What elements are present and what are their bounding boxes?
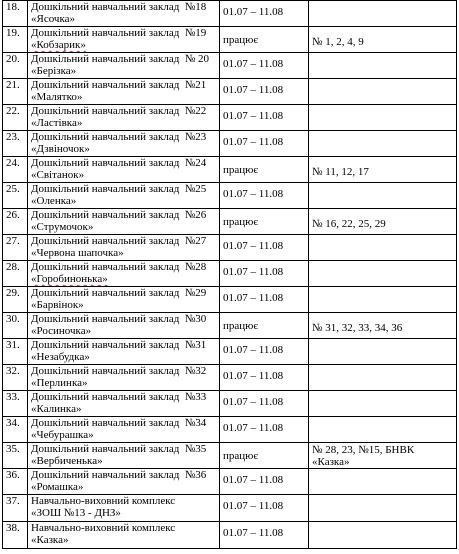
- institution-type-line: [31, 417, 216, 429]
- note-cell: [309, 53, 457, 79]
- note-cell: [309, 469, 457, 495]
- table-row: [3, 522, 457, 549]
- period-cell: [220, 105, 309, 131]
- institution-type-line: [31, 27, 216, 39]
- institution-name: «Горобинонька»: [31, 273, 108, 285]
- institution-type: Дошкільний навчальний заклад: [31, 157, 180, 169]
- row-number: 20.: [6, 53, 20, 65]
- row-number-cell: [3, 443, 28, 469]
- institution-type-line: [31, 105, 216, 117]
- institution-type: Дошкільний навчальний заклад: [31, 27, 180, 39]
- institution-cell: [28, 209, 220, 235]
- institution-cell: [28, 417, 220, 443]
- institution-type-line: [31, 53, 216, 65]
- institution-type: Дошкільний навчальний заклад: [31, 261, 180, 273]
- institution-number: №25: [179, 183, 207, 195]
- institution-cell: [28, 261, 220, 287]
- institution-number: №29: [179, 287, 207, 299]
- institution-cell: [28, 79, 220, 105]
- note-cell: [309, 105, 457, 131]
- row-number: 24.: [6, 157, 20, 169]
- institution-number: №34: [179, 417, 207, 429]
- row-number-cell: [3, 27, 28, 53]
- institution-type: Дошкільний навчальний заклад: [31, 417, 180, 429]
- table-row: [3, 443, 457, 469]
- table-row: [3, 261, 457, 287]
- institution-type-line: [31, 183, 216, 195]
- institution-name: «Кобзарик»: [31, 39, 86, 51]
- row-number-cell: [3, 209, 28, 235]
- institution-cell: [28, 53, 220, 79]
- institution-type-line: [31, 261, 216, 273]
- institution-type-line: [31, 287, 216, 299]
- row-number: 34.: [6, 417, 20, 429]
- period-cell: [220, 53, 309, 79]
- table-row: [3, 1, 457, 27]
- note-cell: [309, 1, 457, 27]
- institution-cell: [28, 522, 220, 549]
- institution-cell: [28, 183, 220, 209]
- period-value: працює: [223, 450, 259, 462]
- table-row: [3, 27, 457, 53]
- institution-type: Дошкільний навчальний заклад: [31, 235, 180, 247]
- note-cell: [309, 339, 457, 365]
- table-row: [3, 79, 457, 105]
- institution-type: Дошкільний навчальний заклад: [31, 53, 180, 65]
- institution-type: Дошкільний навчальний заклад: [31, 391, 180, 403]
- period-cell: [220, 443, 309, 469]
- period-cell: [220, 287, 309, 313]
- period-value: працює: [223, 320, 259, 332]
- institution-type: Дошкільний навчальний заклад: [31, 131, 180, 143]
- period-cell: [220, 261, 309, 287]
- institution-cell: [28, 469, 220, 495]
- row-number: 37.: [6, 495, 20, 507]
- institution-type: Дошкільний навчальний заклад: [31, 79, 180, 91]
- row-number-cell: [3, 157, 28, 183]
- row-number: 32.: [6, 365, 20, 377]
- note-cell: [309, 209, 457, 235]
- table-row: [3, 287, 457, 313]
- row-number: 30.: [6, 313, 20, 325]
- institution-cell: [28, 131, 220, 157]
- note-cell: [309, 27, 457, 53]
- period-value: 01.07 – 11.08: [223, 292, 284, 304]
- period-cell: [220, 157, 309, 183]
- period-cell: [220, 209, 309, 235]
- note-cell: [309, 235, 457, 261]
- row-number-cell: [3, 79, 28, 105]
- period-value: 01.07 – 11.08: [223, 474, 284, 486]
- institution-name: «Ромашка»: [31, 481, 84, 493]
- note-cell: [309, 417, 457, 443]
- row-number: 33.: [6, 391, 20, 403]
- table-row: [3, 209, 457, 235]
- institution-cell: [28, 495, 220, 522]
- row-number-cell: [3, 287, 28, 313]
- period-value: 01.07 – 11.08: [223, 266, 284, 278]
- institution-name: «Незабудка»: [31, 351, 90, 363]
- institution-number: №22: [179, 105, 207, 117]
- institution-type-line: [31, 495, 216, 507]
- row-number-cell: [3, 391, 28, 417]
- period-value: 01.07 – 11.08: [223, 6, 284, 18]
- institution-type: Дошкільний навчальний заклад: [31, 183, 180, 195]
- institution-type: Дошкільний навчальний заклад: [31, 287, 180, 299]
- institution-number: №21: [179, 79, 207, 91]
- note-cell: [309, 365, 457, 391]
- table-body: [3, 1, 457, 549]
- institution-cell: [28, 365, 220, 391]
- institution-cell: [28, 339, 220, 365]
- institution-cell: [28, 1, 220, 27]
- period-cell: [220, 79, 309, 105]
- row-number-cell: [3, 183, 28, 209]
- institution-name: «Червона шапочка»: [31, 247, 124, 259]
- institution-name: «Перлинка»: [31, 377, 88, 389]
- institution-number: №32: [179, 365, 207, 377]
- period-value: працює: [223, 34, 259, 46]
- note-cell: [309, 79, 457, 105]
- institution-cell: [28, 391, 220, 417]
- row-number: 29.: [6, 287, 20, 299]
- institution-number: №35: [179, 443, 207, 455]
- period-value: 01.07 – 11.08: [223, 500, 284, 512]
- period-value: працює: [223, 164, 259, 176]
- institution-type: Дошкільний навчальний заклад: [31, 469, 180, 481]
- table-row: [3, 157, 457, 183]
- table-row: [3, 183, 457, 209]
- institution-type-line: [31, 391, 216, 403]
- institution-name: «Барвінок»: [31, 299, 84, 311]
- period-cell: [220, 1, 309, 27]
- institution-type: Навчально-виховний комплекс: [31, 495, 176, 507]
- period-value: працює: [223, 216, 259, 228]
- note-cell: [309, 261, 457, 287]
- institution-type: Дошкільний навчальний заклад: [31, 209, 180, 221]
- institution-cell: [28, 235, 220, 261]
- note-cell: [309, 495, 457, 522]
- row-number-cell: [3, 53, 28, 79]
- institution-type: Дошкільний навчальний заклад: [31, 105, 180, 117]
- note-cell: [309, 443, 457, 469]
- note-value: № 1, 2, 4, 9: [312, 36, 364, 48]
- institution-type-line: [31, 365, 216, 377]
- institution-number: №28: [179, 261, 207, 273]
- table-row: [3, 365, 457, 391]
- note-cell: [309, 157, 457, 183]
- note-cell: [309, 131, 457, 157]
- institution-name: «Вербиченька»: [31, 455, 103, 467]
- table-row: [3, 339, 457, 365]
- period-value: 01.07 – 11.08: [223, 396, 284, 408]
- institution-number: № 20: [179, 53, 210, 65]
- row-number: 25.: [6, 183, 20, 195]
- institution-number: №31: [179, 339, 207, 351]
- note-value: № 28, 23, №15, БНВК «Казка»: [312, 444, 415, 468]
- row-number: 18.: [6, 1, 20, 13]
- institution-cell: [28, 105, 220, 131]
- institution-type: Дошкільний навчальний заклад: [31, 339, 180, 351]
- institution-name: «Калинка»: [31, 403, 82, 415]
- row-number: 38.: [6, 522, 20, 534]
- institution-type: Навчально-виховний комплекс: [31, 522, 176, 534]
- period-value: 01.07 – 11.08: [223, 110, 284, 122]
- period-cell: [220, 339, 309, 365]
- institution-cell: [28, 443, 220, 469]
- row-number: 27.: [6, 235, 20, 247]
- row-number-cell: [3, 261, 28, 287]
- note-cell: [309, 313, 457, 339]
- note-cell: [309, 183, 457, 209]
- period-value: 01.07 – 11.08: [223, 58, 284, 70]
- institution-name: «ЗОШ №13 - ДНЗ»: [31, 507, 121, 519]
- note-cell: [309, 287, 457, 313]
- institution-type-line: [31, 235, 216, 247]
- institution-name: «Ластівка»: [31, 117, 83, 129]
- row-number-cell: [3, 495, 28, 522]
- note-value: № 31, 32, 33, 34, 36: [312, 322, 403, 334]
- institution-type-line: [31, 469, 216, 481]
- table-row: [3, 131, 457, 157]
- institution-type: Дошкільний навчальний заклад: [31, 365, 180, 377]
- row-number-cell: [3, 365, 28, 391]
- table-row: [3, 53, 457, 79]
- institution-name: «Дзвіночок»: [31, 143, 90, 155]
- institution-type-line: [31, 131, 216, 143]
- table-row: [3, 391, 457, 417]
- institution-type-line: [31, 313, 216, 325]
- period-cell: [220, 469, 309, 495]
- table-row: [3, 469, 457, 495]
- period-cell: [220, 522, 309, 549]
- institution-number: №19: [179, 27, 207, 39]
- period-value: 01.07 – 11.08: [223, 344, 284, 356]
- row-number-cell: [3, 417, 28, 443]
- institution-type-line: [31, 157, 216, 169]
- table-row: [3, 495, 457, 522]
- institution-cell: [28, 27, 220, 53]
- row-number-cell: [3, 131, 28, 157]
- period-value: 01.07 – 11.08: [223, 240, 284, 252]
- period-value: 01.07 – 11.08: [223, 527, 284, 539]
- period-value: 01.07 – 11.08: [223, 136, 284, 148]
- note-cell: [309, 522, 457, 549]
- period-cell: [220, 365, 309, 391]
- period-cell: [220, 495, 309, 522]
- period-cell: [220, 183, 309, 209]
- table-row: [3, 313, 457, 339]
- institution-name: «Ясочка»: [31, 13, 76, 25]
- institution-number: №24: [179, 157, 207, 169]
- institution-cell: [28, 313, 220, 339]
- note-value: № 11, 12, 17: [312, 166, 369, 178]
- institution-type-line: [31, 339, 216, 351]
- institution-name: «Струмочок»: [31, 221, 94, 233]
- institution-name: «Світанок»: [31, 169, 85, 181]
- institution-type-line: [31, 522, 216, 534]
- institution-number: №18: [179, 1, 207, 13]
- institution-type-line: [31, 209, 216, 221]
- institution-name: «Оленка»: [31, 195, 77, 207]
- institution-type: Дошкільний навчальний заклад: [31, 443, 180, 455]
- period-value: 01.07 – 11.08: [223, 84, 284, 96]
- period-cell: [220, 391, 309, 417]
- note-value: № 16, 22, 25, 29: [312, 218, 386, 230]
- institution-name: «Казка»: [31, 534, 69, 546]
- period-cell: [220, 131, 309, 157]
- row-number-cell: [3, 313, 28, 339]
- kindergarten-schedule-table: [2, 0, 457, 549]
- institution-number: №30: [179, 313, 207, 325]
- row-number: 26.: [6, 209, 20, 221]
- period-cell: [220, 417, 309, 443]
- period-cell: [220, 235, 309, 261]
- institution-cell: [28, 157, 220, 183]
- row-number-cell: [3, 1, 28, 27]
- institution-number: №27: [179, 235, 207, 247]
- institution-type: Дошкільний навчальний заклад: [31, 313, 180, 325]
- institution-name: «Малятко»: [31, 91, 83, 103]
- institution-name: «Чебурашка»: [31, 429, 94, 441]
- table-row: [3, 235, 457, 261]
- institution-number: №33: [179, 391, 207, 403]
- row-number-cell: [3, 339, 28, 365]
- institution-name: «Росиночка»: [31, 325, 92, 337]
- institution-name: «Берізка»: [31, 65, 77, 77]
- institution-number: №26: [179, 209, 207, 221]
- row-number-cell: [3, 522, 28, 549]
- row-number: 22.: [6, 105, 20, 117]
- institution-type-line: [31, 1, 216, 13]
- row-number: 21.: [6, 79, 20, 91]
- row-number-cell: [3, 105, 28, 131]
- row-number: 19.: [6, 27, 20, 39]
- table-row: [3, 105, 457, 131]
- institution-cell: [28, 287, 220, 313]
- row-number-cell: [3, 235, 28, 261]
- period-value: 01.07 – 11.08: [223, 370, 284, 382]
- period-value: 01.07 – 11.08: [223, 188, 284, 200]
- institution-number: №23: [179, 131, 207, 143]
- period-value: 01.07 – 11.08: [223, 422, 284, 434]
- row-number-cell: [3, 469, 28, 495]
- period-cell: [220, 27, 309, 53]
- institution-type: Дошкільний навчальний заклад: [31, 1, 180, 13]
- row-number: 28.: [6, 261, 20, 273]
- institution-type-line: [31, 79, 216, 91]
- row-number: 36.: [6, 469, 20, 481]
- row-number: 23.: [6, 131, 20, 143]
- table-row: [3, 417, 457, 443]
- institution-type-line: [31, 443, 216, 455]
- row-number: 35.: [6, 443, 20, 455]
- period-cell: [220, 313, 309, 339]
- note-cell: [309, 391, 457, 417]
- row-number: 31.: [6, 339, 20, 351]
- institution-number: №36: [179, 469, 207, 481]
